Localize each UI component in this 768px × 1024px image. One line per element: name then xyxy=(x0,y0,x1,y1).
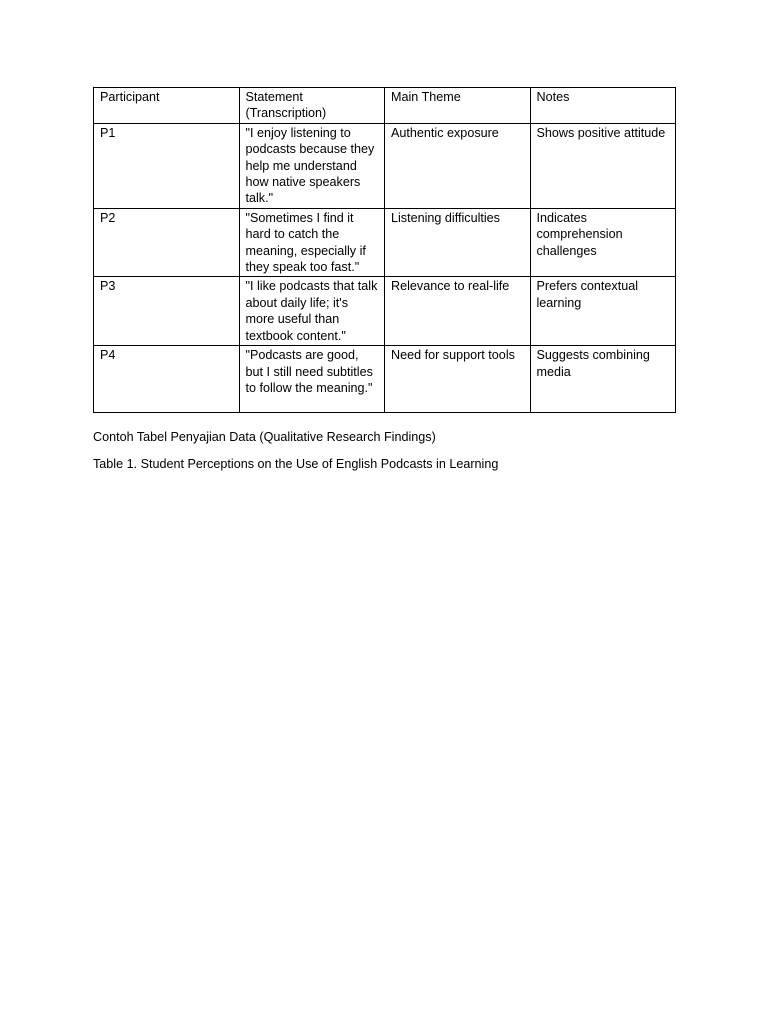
header-statement: Statement (Transcription) xyxy=(239,88,385,124)
cell-statement: "I enjoy listening to podcasts because they help me understand how native speakers talk." xyxy=(239,123,385,208)
cell-notes: Shows positive attitude xyxy=(530,123,676,208)
table-row xyxy=(94,277,676,346)
cell-notes: Prefers contextual learning xyxy=(530,277,676,346)
table-body xyxy=(94,123,676,412)
table-row xyxy=(94,208,676,277)
header-main-theme: Main Theme xyxy=(385,88,531,124)
table-row xyxy=(94,123,676,208)
cell-participant: P4 xyxy=(94,346,240,413)
cell-notes: Suggests combining media xyxy=(530,346,676,413)
subtitle-paragraph: Contoh Tabel Penyajian Data (Qualitative Research Findings) xyxy=(93,430,436,444)
cell-participant: P1 xyxy=(94,123,240,208)
cell-statement: "Podcasts are good, but I still need subtitles to follow the meaning." xyxy=(239,346,385,413)
header-row xyxy=(94,88,676,124)
cell-participant: P2 xyxy=(94,208,240,277)
cell-theme: Need for support tools xyxy=(385,346,531,413)
header-notes: Notes xyxy=(530,88,676,124)
header-participant: Participant xyxy=(94,88,240,124)
cell-theme: Relevance to real-life xyxy=(385,277,531,346)
table-header xyxy=(94,88,676,124)
cell-theme: Authentic exposure xyxy=(385,123,531,208)
findings-table xyxy=(93,87,676,413)
cell-theme: Listening difficulties xyxy=(385,208,531,277)
cell-notes: Indicates comprehension challenges xyxy=(530,208,676,277)
cell-statement: "Sometimes I find it hard to catch the meaning, especially if they speak too fast." xyxy=(239,208,385,277)
table-row xyxy=(94,346,676,413)
cell-participant: P3 xyxy=(94,277,240,346)
table-caption: Table 1. Student Perceptions on the Use of English Podcasts in Learning xyxy=(93,457,499,471)
cell-statement: "I like podcasts that talk about daily life; it's more useful than textbook content." xyxy=(239,277,385,346)
